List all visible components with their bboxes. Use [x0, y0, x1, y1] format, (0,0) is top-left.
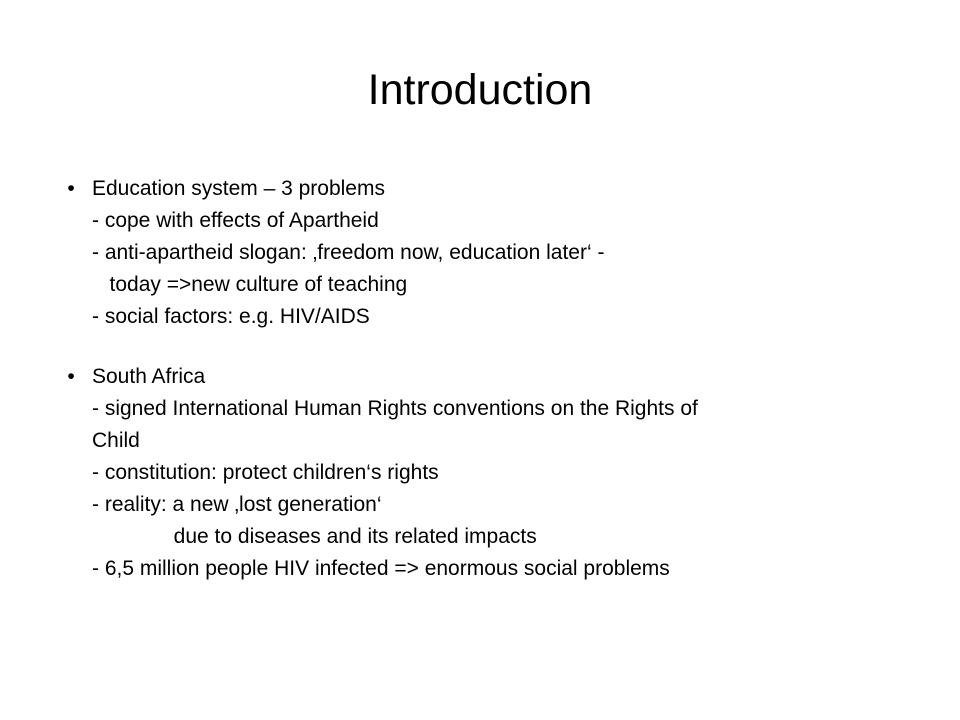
bullet-subline: Child [92, 429, 140, 452]
bullet-south-africa [56, 361, 916, 585]
slide-title: Introduction [367, 66, 593, 114]
bullet-dot-icon: • [67, 177, 75, 200]
bullet-subline: - social factors: e.g. HIV/AIDS [92, 305, 370, 328]
bullet-list [56, 173, 916, 613]
bullet-subline: - 6,5 million people HIV infected => enormous social problems [92, 557, 670, 580]
bullet-subline: due to diseases and its related impacts [92, 525, 537, 548]
bullet-subline: - signed International Human Rights conventions on the Rights of [92, 397, 698, 420]
bullet-subline: today =>new culture of teaching [92, 273, 408, 296]
bullet-subline: - constitution: protect children‘s rights [92, 461, 439, 484]
bullet-subline: - cope with effects of Apartheid [92, 209, 379, 232]
bullet-heading: South Africa [92, 365, 206, 388]
bullet-subline: - anti-apartheid slogan: ‚freedom now, education later‘ - [92, 241, 605, 264]
bullet-dot-icon: • [67, 365, 75, 388]
bullet-education-system [56, 173, 916, 333]
bullet-subline: - reality: a new ‚lost generation‘ [92, 493, 382, 516]
bullet-heading: Education system – 3 problems [92, 177, 385, 200]
